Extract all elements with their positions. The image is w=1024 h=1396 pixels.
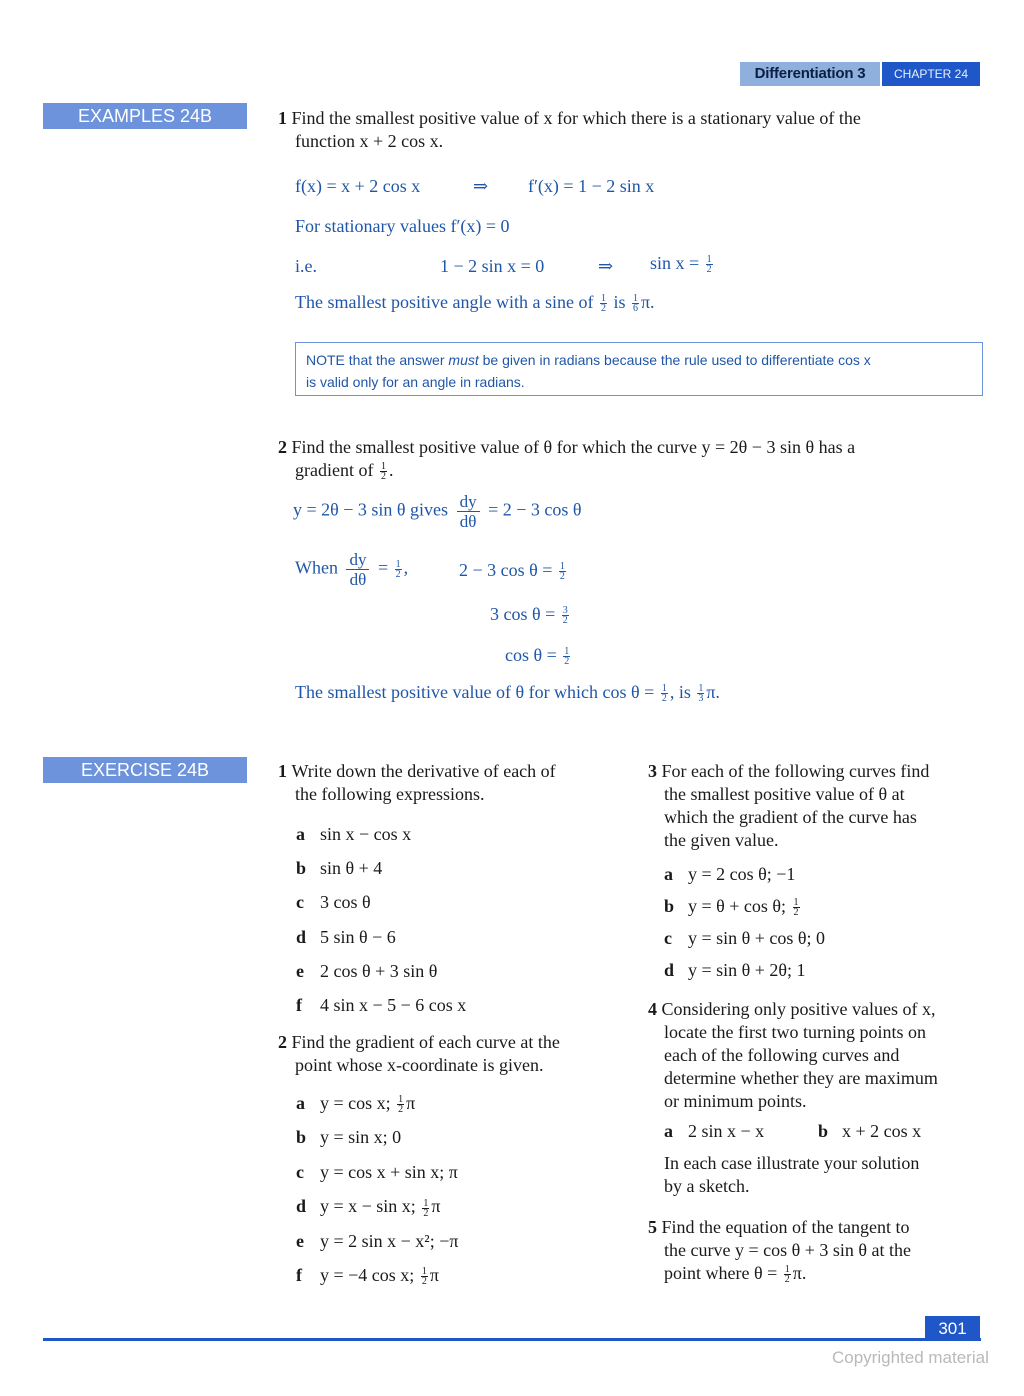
implies-arrow: ⇒ (473, 176, 489, 196)
exercise-q4-item-b: b x + 2 cos x (818, 1121, 922, 1141)
exercise-label: EXERCISE 24B (43, 757, 247, 783)
list-item: e y = 2 sin x − x²; −π (296, 1230, 459, 1251)
example-1-number: 1 (278, 108, 287, 128)
example-1-stationary-condition: For stationary values f′(x) = 0 (295, 216, 510, 236)
list-item: d y = x − sin x; $\frac{1}{2}$ π (296, 1196, 441, 1219)
example-1-sin-solution: sin x = $\frac{1}{2}$ (650, 253, 712, 276)
list-item: a y = cos x; $\frac{1}{2}$ π (296, 1093, 416, 1116)
list-item: f 4 sin x − 5 − 6 cos x (296, 995, 467, 1016)
example-1-conclusion: The smallest positive angle with a sine of $\frac{1}{2}$ is $\frac{1}{6}$ π. (295, 292, 655, 315)
exercise-q1: 1 Write down the derivative of each of the following expressions. (278, 761, 556, 804)
example-1-equation: 1 − 2 sin x = 0 (440, 256, 545, 276)
example-1-question (278, 107, 968, 153)
page-number: 301 (925, 1316, 980, 1341)
chapter-label: CHAPTER 24 (882, 62, 980, 86)
example-2-question: 2 Find the smallest positive value of θ for which the curve y = 2θ − 3 sin θ has a gradient of $\frac{1}{2}$ . (278, 437, 856, 483)
list-item: b sin θ + 4 (296, 858, 383, 879)
running-header-title: Differentiation 3 (740, 62, 880, 86)
list-item: a sin x − cos x (296, 824, 412, 844)
example-1-question-line1: Find the smallest positive value of x for which there is a stationary value of the (291, 108, 861, 128)
example-2-conclusion: The smallest positive value of θ for which cos θ = $\frac{1}{2}$ , is $\frac{1}{3}$ π. (295, 682, 720, 705)
note-box: NOTE that the answer must be given in radians because the rule used to differentiate cos x is valid only for an angle in radians. (295, 342, 983, 396)
example-2-step-2: 3 cos θ = $\frac{3}{2}$ (490, 604, 568, 627)
list-item: d y = sin θ + 2θ; 1 (664, 960, 806, 980)
example-2-derivative: y = 2θ − 3 sin θ gives $\frac{dy}{d\theta}$ = 2 − 3 cos θ (293, 492, 582, 531)
example-1-derivative: f′(x) = 1 − 2 sin x (528, 176, 655, 196)
exercise-q1-items (296, 817, 466, 1022)
example-2-when: When $\frac{dy}{d\theta}$ = $\frac{1}{2}$ , (295, 550, 409, 589)
list-item: d 5 sin θ − 6 (296, 926, 396, 947)
list-item: b y = θ + cos θ; $\frac{1}{2}$ (664, 896, 799, 919)
list-item: c y = cos x + sin x; π (296, 1161, 458, 1182)
example-2-step-3: cos θ = $\frac{1}{2}$ (505, 645, 570, 668)
exercise-q4-item-a: a 2 sin x − x (664, 1121, 765, 1141)
example-1-question-line2: function x + 2 cos x. (295, 131, 444, 151)
exercise-q5: 5 Find the equation of the tangent to the curve y = cos θ + 3 sin θ at the point where θ = $\frac{1}{2}$ π. (648, 1217, 911, 1286)
example-1-f-def: f(x) = x + 2 cos x (295, 176, 421, 196)
exercise-q3-items (664, 858, 825, 986)
footer-rule (43, 1338, 981, 1341)
ie-label: i.e. (295, 256, 317, 276)
implies-arrow-2: ⇒ (598, 256, 614, 276)
exercise-q3: 3 For each of the following curves find the smallest positive value of θ at which the gradient of the curve has the given value. (648, 761, 930, 850)
example-2-question-line1: Find the smallest positive value of θ for which the curve y = 2θ − 3 sin θ has a (291, 437, 856, 457)
examples-label: EXAMPLES 24B (43, 103, 247, 129)
list-item: c 3 cos θ (296, 892, 371, 913)
list-item: f y = −4 cos x; $\frac{1}{2}$ π (296, 1265, 439, 1288)
exercise-q2: 2 Find the gradient of each curve at the point whose x-coordinate is given. (278, 1032, 560, 1075)
list-item: a y = 2 cos θ; −1 (664, 864, 796, 884)
exercise-q2-items (296, 1086, 458, 1292)
list-item: e 2 cos θ + 3 sin θ (296, 960, 438, 981)
example-2-step-1: 2 − 3 cos θ = $\frac{1}{2}$ (459, 560, 565, 583)
list-item: b y = sin x; 0 (296, 1127, 402, 1148)
copyright-watermark: Copyrighted material (832, 1348, 989, 1367)
exercise-q4-followup: In each case illustrate your solution by a sketch. (664, 1153, 920, 1196)
list-item: c y = sin θ + cos θ; 0 (664, 928, 826, 948)
example-2-number: 2 (278, 437, 287, 457)
exercise-q4: 4 Considering only positive values of x, locate the first two turning points on each of the following curves and determine whether they are maximum or minimum points. (648, 999, 938, 1111)
